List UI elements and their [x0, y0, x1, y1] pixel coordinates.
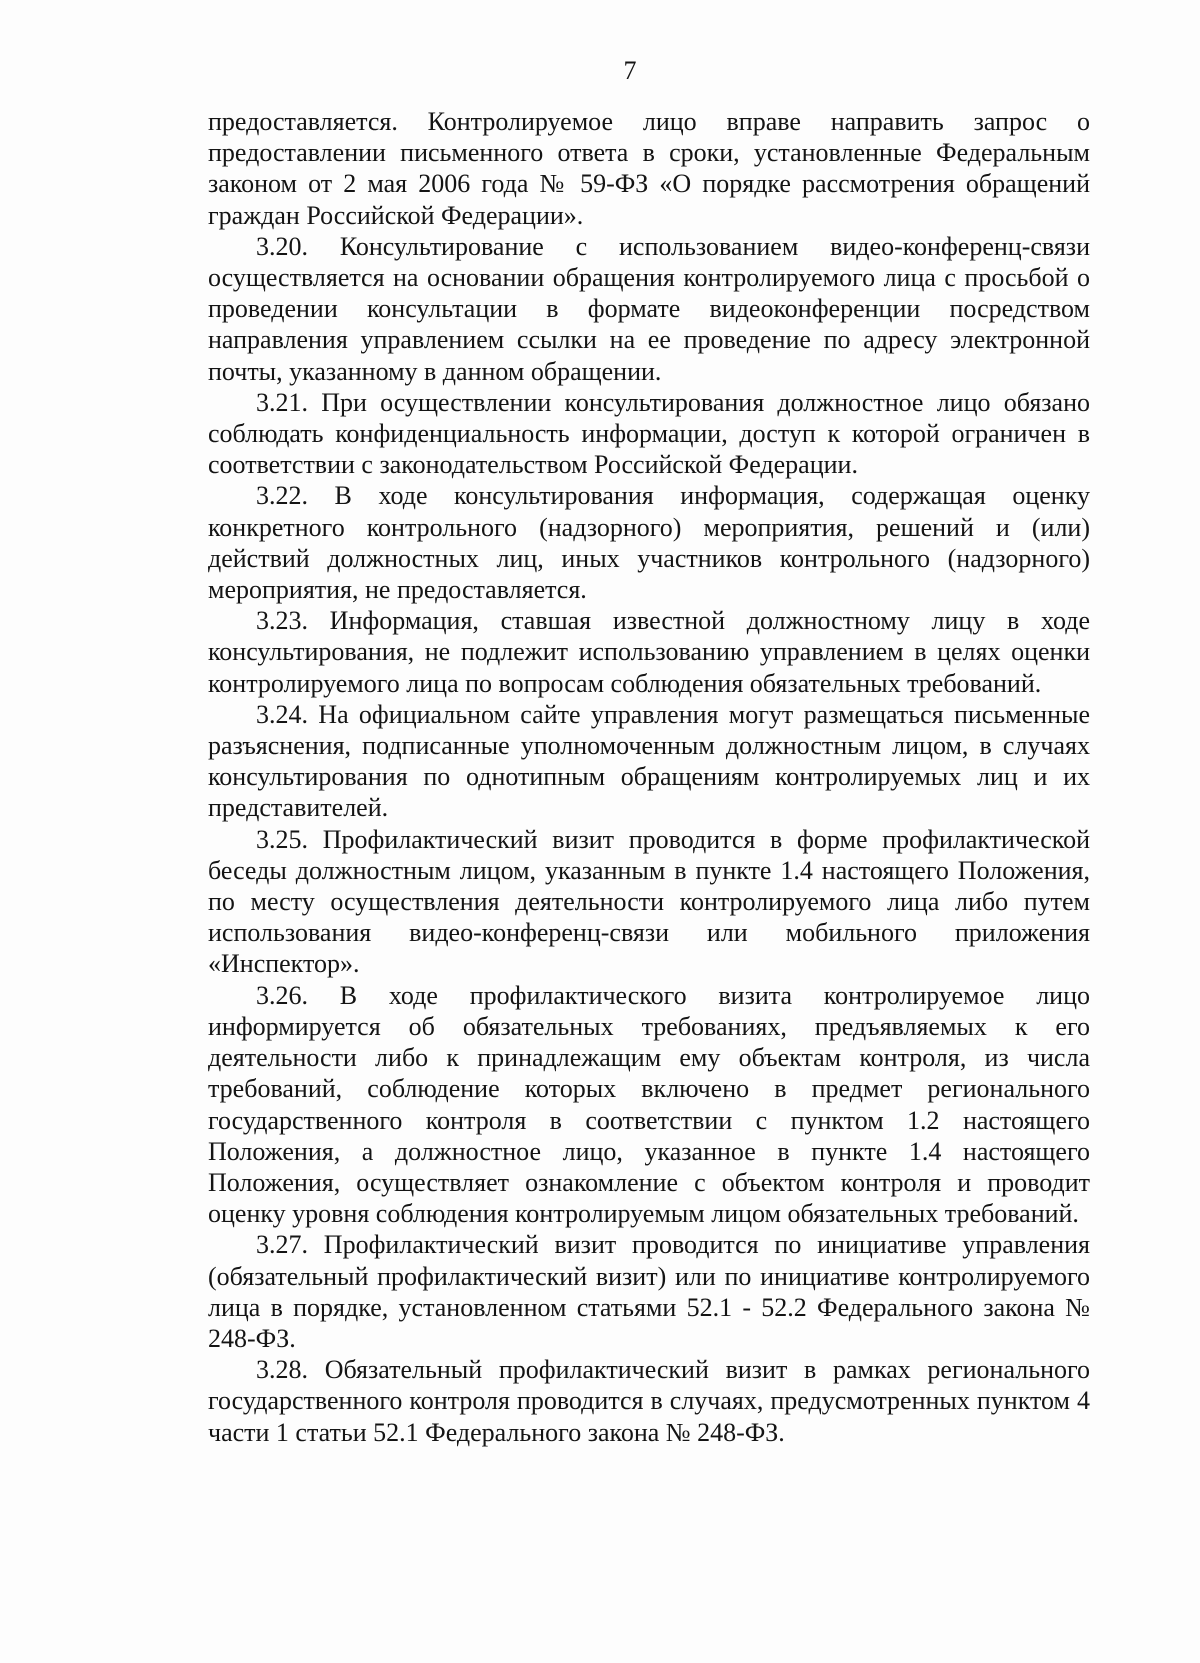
paragraph-3-28: 3.28. Обязательный профилактический визит в рамках регионального государственного контроля проводится в случаях, предусмотренных пунктом 4 части 1 статьи 52.1 Федерального закона № 248-ФЗ. [208, 1355, 1090, 1447]
page-number: 7 [623, 56, 637, 85]
paragraph-3-20: 3.20. Консультирование с использованием видео-конференц-связи осуществляется на основании обращения контролируемого лица с просьбой о проведении консультации в формате видеоконференции посредством направления управлением ссылки на ее проведение по адресу электронной почты, указанному в данном обращении. [208, 231, 1090, 386]
document-body [208, 106, 1090, 1448]
paragraph-3-23: 3.23. Информация, ставшая известной должностному лицу в ходе консультирования, не подлежит использованию управлением в целях оценки контролируемого лица по вопросам соблюдения обязательных требований. [208, 606, 1090, 698]
paragraph-continuation: предоставляется. Контролируемое лицо вправе направить запрос о предоставлении письменного ответа в сроки, установленные Федеральным законом от 2 мая 2006 года № 59-ФЗ «О порядке рассмотрения обращений граждан Российской Федерации». [208, 107, 1090, 230]
paragraph-3-22: 3.22. В ходе консультирования информация, содержащая оценку конкретного контрольного (надзорного) мероприятия, решений и (или) действий должностных лиц, иных участников контрольного (надзорного) мероприятия, не предоставляется. [208, 481, 1090, 605]
paragraph-3-25: 3.25. Профилактический визит проводится в форме профилактической беседы должностным лицом, указанным в пункте 1.4 настоящего Положения, по месту осуществления деятельности контролируемого лица либо путем использования видео-конференц-связи или мобильного приложения «Инспектор». [208, 824, 1090, 979]
paragraph-3-21: 3.21. При осуществлении консультирования должностное лицо обязано соблюдать конфиденциальность информации, доступ к которой ограничен в соответствии с законодательством Российской Федерации. [208, 387, 1090, 480]
paragraph-3-24: 3.24. На официальном сайте управления могут размещаться письменные разъяснения, подписанные уполномоченным должностным лицом, в случаях консультирования по однотипным обращениям контролируемых лиц и их представителей. [208, 699, 1090, 823]
paragraph-3-26: 3.26. В ходе профилактического визита контролируемое лицо информируется об обязательных требованиях, предъявляемых к его деятельности либо к принадлежащим ему объектам контроля, из числа требований, соблюдение которых включено в предмет регионального государственного контроля в соответствии с пунктом 1.2 настоящего Положения, а должностное лицо, указанное в пункте 1.4 настоящего Положения, осуществляет ознакомление с объектом контроля и проводит оценку уровня соблюдения контролируемым лицом обязательных требований. [208, 980, 1090, 1229]
paragraph-3-27: 3.27. Профилактический визит проводится по инициативе управления (обязательный профилактический визит) или по инициативе контролируемого лица в порядке, установленном статьями 52.1 - 52.2 Федерального закона № 248-ФЗ. [208, 1230, 1090, 1353]
